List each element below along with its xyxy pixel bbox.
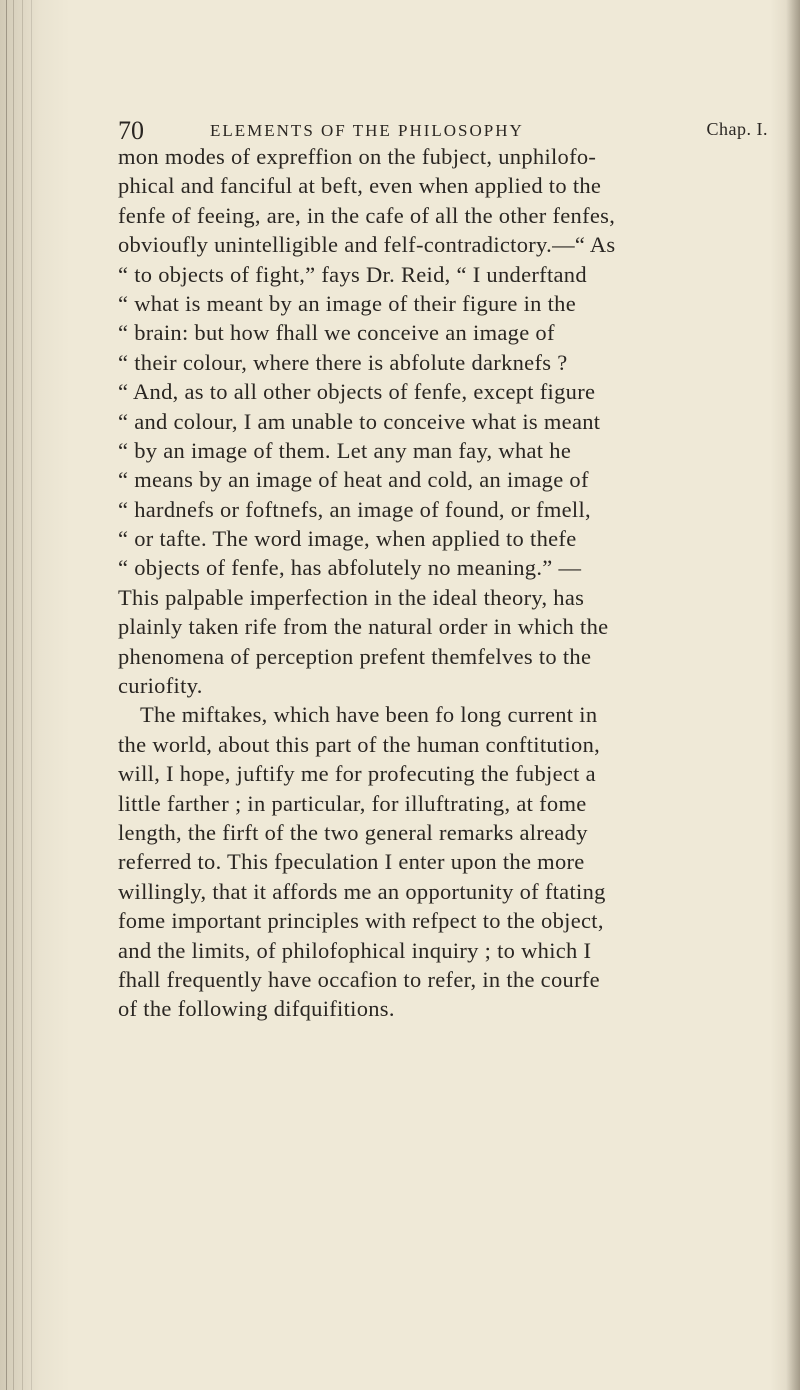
- text-line: mon modes of expreffion on the fubject, unphilofo-: [118, 144, 597, 169]
- text-line: phical and fanciful at beft, even when applied to the: [118, 173, 602, 199]
- running-title: ELEMENTS OF THE PHILOSOPHY: [210, 121, 524, 140]
- text-line: “ And, as to all other objects of fenfe, except figure: [118, 379, 596, 405]
- text-line: “ brain: but how fhall we conceive an image of: [118, 320, 555, 346]
- page-edge: [786, 0, 800, 1390]
- text-line: “ or tafte. The word image, when applied to thefe: [118, 526, 577, 552]
- text-line: “ by an image of them. Let any man fay, what he: [118, 437, 572, 463]
- text-line: fhall frequently have occafion to refer, in the courfe: [118, 966, 600, 992]
- text-line: “ hardnefs or foftnefs, an image of found, or fmell,: [118, 496, 591, 522]
- text-line: of the following difquifitions.: [118, 996, 395, 1022]
- text-line: referred to. This fpeculation I enter upon the more: [118, 849, 585, 875]
- text-line: obvioufly unintelligible and felf-contradictory.—“ As: [118, 232, 616, 258]
- text-line: little farther ; in particular, for illuftrating, at fome: [118, 790, 587, 816]
- text-line: phenomena of perception prefent themfelves to the: [118, 643, 592, 669]
- text-line: “ to objects of fight,” fays Dr. Reid, “ I underftand: [118, 261, 587, 287]
- text-line: “ what is meant by an image of their figure in the: [118, 290, 576, 316]
- text-line: “ and colour, I am unable to conceive what is meant: [118, 408, 601, 434]
- text-line: This palpable imperfection in the ideal theory, has: [118, 584, 585, 610]
- text-line: will, I hope, juftify me for profecuting the fubject a: [118, 761, 596, 787]
- chapter-label: Chap. I.: [706, 119, 768, 139]
- text-line: fenfe of feeing, are, in the cafe of all the other fenfes,: [118, 202, 616, 228]
- text-line: length, the firft of the two general remarks already: [118, 819, 588, 845]
- text-line: “ objects of fenfe, has abfolutely no meaning.” —: [118, 555, 582, 581]
- text-line: fome important principles with refpect to the object,: [118, 908, 604, 934]
- text-line: the world, about this part of the human conftitution,: [118, 731, 601, 757]
- text-line: willingly, that it affords me an opportunity of ftating: [118, 878, 606, 904]
- text-line: plainly taken rife from the natural order in which the: [118, 614, 609, 640]
- body-text: [118, 142, 778, 1024]
- binding-gutter: [0, 0, 40, 1390]
- text-line: “ means by an image of heat and cold, an image of: [118, 467, 589, 493]
- page-number: 70: [118, 116, 144, 145]
- text-line: The miftakes, which have been fo long current in: [140, 702, 598, 728]
- text-line: curiofity.: [118, 673, 203, 699]
- text-line: “ their colour, where there is abfolute darknefs ?: [118, 349, 568, 375]
- text-line: and the limits, of philofophical inquiry ; to which I: [118, 937, 592, 963]
